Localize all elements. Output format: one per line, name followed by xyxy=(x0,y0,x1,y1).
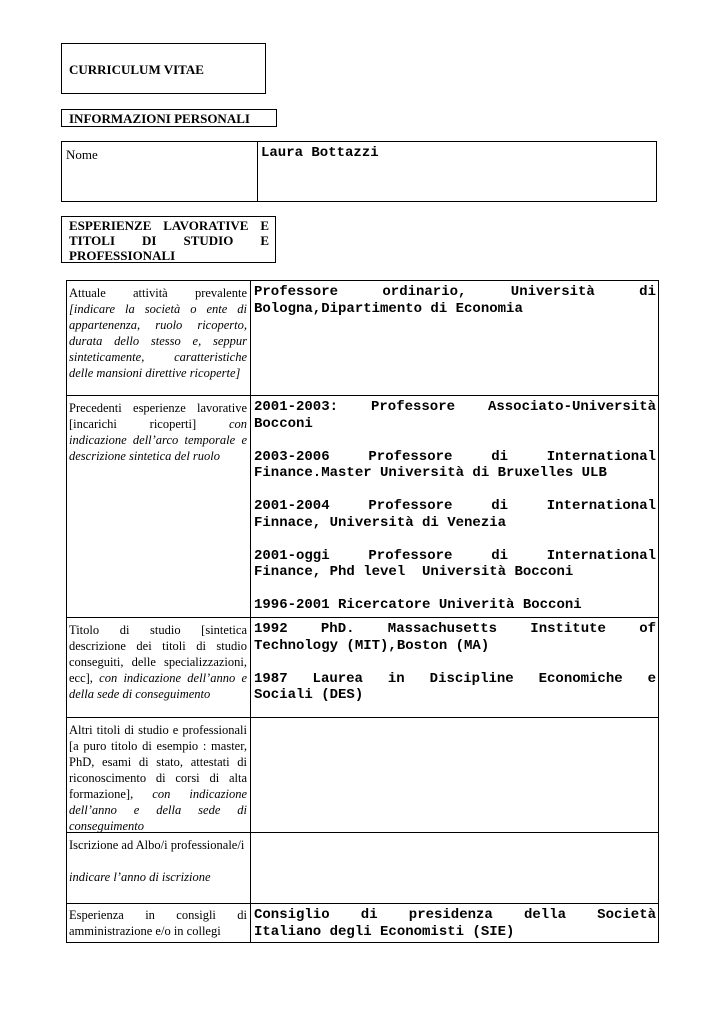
row-label-board-experience xyxy=(69,907,247,939)
entry-line: Sociali (DES) xyxy=(254,687,364,703)
entry xyxy=(254,449,656,482)
row-divider xyxy=(67,903,658,904)
entry-line: 1987 Laurea in Discipline Economiche e xyxy=(254,670,656,687)
row-label-education xyxy=(69,622,247,702)
label-text: Titolo di studio [sintetica descrizione dei titoli di studio conseguiti, delle specializzazioni, ecc], xyxy=(69,623,247,685)
cv-title: CURRICULUM VITAE xyxy=(69,62,204,77)
experience-header-line: ESPERIENZE LAVORATIVE E xyxy=(69,218,269,233)
experience-header xyxy=(69,218,269,263)
row-divider xyxy=(67,395,658,396)
row-content-current-activity xyxy=(254,284,656,317)
row-content-previous-experience xyxy=(254,399,656,614)
row-divider xyxy=(67,717,658,718)
entry xyxy=(254,399,656,432)
entry-line: Finance.Master Università di Bruxelles ULB xyxy=(254,465,607,481)
entry xyxy=(254,498,656,531)
entry xyxy=(254,597,656,614)
entry-line: Bologna,Dipartimento di Economia xyxy=(254,300,523,317)
column-divider xyxy=(257,142,258,201)
entry xyxy=(254,671,656,704)
label-italic-text: [indicare la società o ente di appartenenza, ruolo ricoperto, durata dello stesso e, seppur sinteticamente, caratteristiche delle mansioni direttive ricoperte] xyxy=(69,302,247,380)
row-content-education xyxy=(254,621,656,704)
entry-line: Finnace, Università di Venezia xyxy=(254,514,507,531)
personal-info-header-box xyxy=(61,109,277,127)
entry-line: 1992 PhD. Massachusetts Institute of xyxy=(254,621,656,637)
row-label-professional-register xyxy=(69,837,247,885)
name-value: Laura Bottazzi xyxy=(261,145,379,161)
label-text: Iscrizione ad Albo/i professionale/i xyxy=(69,838,245,852)
label-italic-text: indicare l’anno di iscrizione xyxy=(69,870,211,884)
entry-line: 2001-2003: Professore Associato-Università xyxy=(254,399,656,415)
entry-line: Bocconi xyxy=(254,415,313,432)
label-text: Esperienza in consigli di amministrazione e/o in collegi xyxy=(69,908,247,938)
cv-title-box xyxy=(61,43,266,94)
entry-line: Finance, Phd level Università Bocconi xyxy=(254,564,574,580)
row-content-board-experience xyxy=(254,907,656,940)
experience-header-line: TITOLI DI STUDIO E xyxy=(69,233,269,248)
label-text: Attuale attività prevalente xyxy=(69,286,247,300)
row-label-previous-experience xyxy=(69,400,247,464)
entry-line: Technology (MIT),Boston (MA) xyxy=(254,637,490,654)
label-italic-text: con indicazione dell’anno e della sede di conseguimento xyxy=(69,787,247,833)
label-italic-text: con indicazione dell’anno e della sede di conseguimento xyxy=(69,671,247,701)
label-text: Altri titoli di studio e professionali [a puro titolo di esempio : master, PhD, esami di stato, attestati di riconoscimento di corsi di alta formazione], xyxy=(69,723,247,801)
personal-info-header: INFORMAZIONI PERSONALI xyxy=(69,111,250,126)
entry-line: 2001-oggi Professore di International xyxy=(254,547,656,564)
entry-line: 2003-2006 Professore di International xyxy=(254,448,656,465)
label-text: Precedenti esperienze lavorative [incarichi ricoperti] xyxy=(69,401,247,431)
column-divider xyxy=(250,281,251,942)
label-italic-text: con indicazione dell’arco temporale e descrizione sintetica del ruolo xyxy=(69,417,247,463)
experience-table xyxy=(66,280,659,943)
row-label-other-titles xyxy=(69,722,247,834)
entry xyxy=(254,548,656,581)
entry xyxy=(254,621,656,654)
entry-line: 2001-2004 Professore di International xyxy=(254,498,656,514)
row-divider xyxy=(67,617,658,618)
name-label: Nome xyxy=(66,147,98,162)
experience-header-line: PROFESSIONALI xyxy=(69,248,176,263)
entry-line: Italiano degli Economisti (SIE) xyxy=(254,923,515,940)
name-table xyxy=(61,141,657,202)
entry-line: Consiglio di presidenza della Società xyxy=(254,907,656,923)
entry-line: Professore ordinario, Università di xyxy=(254,284,656,300)
experience-header-box xyxy=(61,216,276,263)
entry-line: 1996-2001 Ricercatore Univerità Bocconi xyxy=(254,597,582,613)
row-label-current-activity xyxy=(69,285,247,381)
